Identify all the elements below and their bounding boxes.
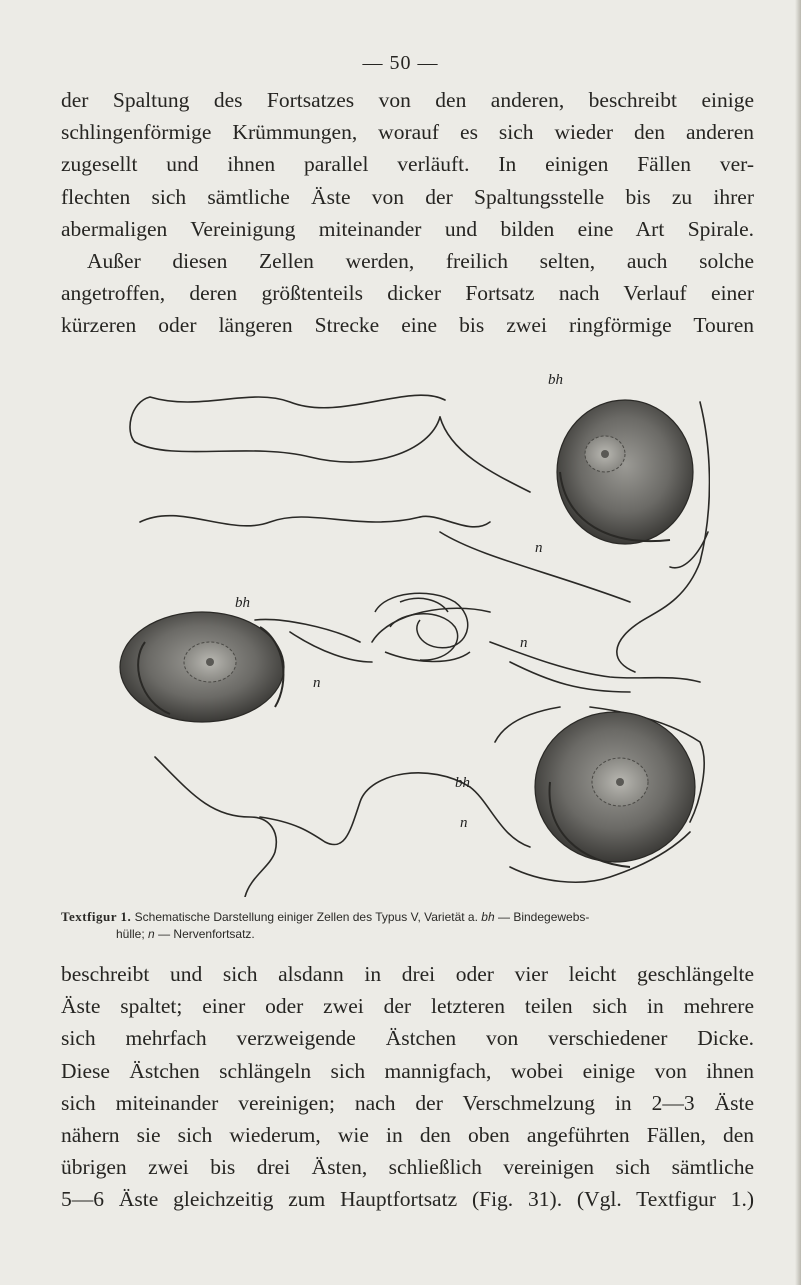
text-line: übrigen zwei bis drei Ästen, schließlich vereinigen sich sämtliche (61, 1155, 754, 1180)
text-line: nähern sie sich wiederum, wie in den oben angeführten Fällen, den (61, 1123, 754, 1148)
cell-bottom-right (535, 712, 695, 867)
text-line: abermaligen Vereinigung miteinander und bilden eine Art Spirale. (61, 216, 754, 241)
text-line: sich miteinander vereinigen; nach der Verschmelzung in 2—3 Äste (61, 1090, 754, 1115)
caption-abbr-n: n (148, 927, 155, 941)
page-number: — 50 — (362, 52, 439, 74)
label-bh-left: bh (235, 595, 250, 611)
text-line: sich mehrfach verzweigende Ästchen von verschiedener Dicke. (61, 1026, 754, 1051)
text-line: 5—6 Äste gleichzeitig zum Hauptfortsatz (Fig. 31). (Vgl. Textfigur 1.) (61, 1187, 754, 1212)
text-line: kürzeren oder längeren Strecke eine bis zwei ringförmige Touren (61, 313, 754, 338)
caption-abbr-bh: bh (481, 910, 495, 924)
cell-top-right (557, 400, 693, 544)
label-n-top: n (535, 540, 543, 556)
label-bh-bottom: bh (455, 775, 470, 791)
cell-diagram (110, 362, 710, 897)
label-bh-top: bh (548, 372, 563, 388)
caption-text: Schematische Darstellung einiger Zellen des Typus V, Varietät a. (134, 910, 478, 924)
caption-text-bh: — Bindegewebs- (498, 910, 590, 924)
text-line: Diese Ästchen schlängeln sich mannigfach, wobei einige von ihnen (61, 1058, 754, 1083)
caption-title: Textfigur 1. (61, 909, 132, 924)
paragraph-top (61, 84, 754, 342)
label-n-middle: n (520, 635, 528, 651)
text-line: beschreibt und sich alsdann in drei oder vier leicht geschlängelte (61, 962, 754, 986)
text-line: Äste spaltet; einer oder zwei der letzteren teilen sich in mehrere (61, 994, 754, 1019)
cell-middle-left (120, 612, 284, 722)
figure-caption (61, 908, 761, 943)
schematic-figure (110, 362, 710, 897)
text-line: der Spaltung des Fortsatzes von den anderen, beschreibt einige (61, 88, 754, 112)
caption-text-n: — Nervenfortsatz. (158, 927, 255, 941)
caption-text-line2: hülle; (116, 927, 145, 941)
label-n-left: n (313, 675, 321, 691)
text-line: Außer diesen Zellen werden, freilich selten, auch solche (87, 249, 754, 274)
text-line: schlingenförmige Krümmungen, worauf es sich wieder den anderen (61, 120, 754, 145)
paragraph-bottom (61, 958, 754, 1216)
page-edge (795, 0, 801, 1285)
text-line: zugesellt und ihnen parallel verläuft. In einigen Fällen ver- (61, 152, 754, 177)
text-line: flechten sich sämtliche Äste von der Spaltungsstelle bis zu ihrer (61, 184, 754, 209)
label-n-bottom: n (460, 815, 468, 831)
coiled-process-middle (375, 593, 470, 661)
text-line: angetroffen, deren größtenteils dicker Fortsatz nach Verlauf einer (61, 281, 754, 306)
